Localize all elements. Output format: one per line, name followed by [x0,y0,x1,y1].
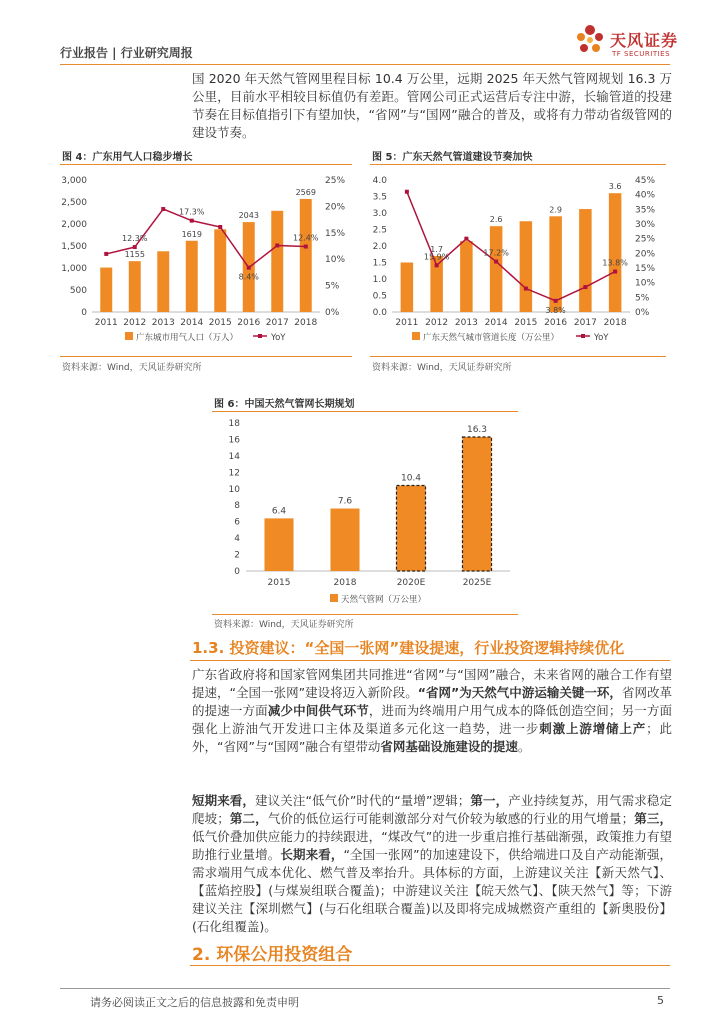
fig5-bar-label: 2.9 [549,205,562,215]
p2-bold-a: 短期来看， [192,793,256,808]
fig6-bar-label: 16.3 [466,424,488,435]
fig4-xtick: 2016 [237,318,261,328]
fig5-bar [520,221,532,312]
figure-5-chart [364,166,668,356]
fig5-bar [579,209,591,312]
p1-bold-b: “省网”为天然气中游运输关键一环， [417,685,622,700]
fig4-ytick-left: 0 [81,308,87,318]
fig5-ytick-left: 1.0 [372,275,387,285]
fig6-xtick: 2015 [267,578,291,588]
fig4-ytick-left: 3,000 [61,176,87,186]
fig5-xtick: 2017 [573,318,597,328]
fig5-xtick: 2016 [544,318,568,328]
p1-bold-d: 减少中间供气环节 [267,703,369,718]
fig5-bar [609,193,621,312]
fig5-xtick: 2015 [514,318,538,328]
fig4-bar [100,268,112,312]
fig5-ytick-left: 2.5 [372,225,387,236]
p1-text-e: ，进而为终端用户用气成本的降低创造空间；另一方面强化上游油气开发进口主体及渠道多元化这一趋势，进一步 [192,703,672,736]
company-logo [572,22,702,68]
fig4-legend-line-label: YoY [271,333,286,343]
p2-bold-e: 第二， [229,811,268,826]
fig5-ytick-left: 4.0 [372,176,387,186]
fig4-yoy-point [247,266,251,270]
fig6-ytick: 14 [228,451,240,462]
fig6-ytick: 4 [234,534,240,545]
fig6-legend-label: 天然气管网（万公里） [341,595,427,605]
fig5-yoy-label: 15.9% [423,252,450,262]
fig5-yoy-label: 17.2% [483,248,509,258]
fig4-yoy-label: 12.4% [293,233,319,243]
fig5-ytick-right: 20% [635,249,656,260]
fig5-ytick-right: 40% [635,190,656,201]
fig4-yoy-label: 12.3% [122,234,148,244]
p2-text-b: 建议关注“低气价”时代的“量增”逻辑； [255,793,471,808]
fig5-bar-label: 2.6 [489,215,503,225]
page-number: 5 [657,994,664,1007]
fig6-legend-swatch [330,594,338,602]
logo-sub: TF SECURITIES [612,50,671,58]
fig5-ytick-left: 1.5 [372,258,387,269]
p2-bold-g: 第三， [634,811,672,826]
fig4-yoy-point [133,245,137,249]
fig4-ytick-left: 1,500 [61,242,87,252]
fig5-legend-line-label: YoY [594,333,609,343]
fig6-ytick: 10 [228,484,240,495]
fig5-xtick: 2014 [484,318,508,328]
fig5-bar [549,216,561,312]
fig4-ytick-left: 1,000 [61,264,87,274]
fig5-legend-bar-label: 广东天然气城市管道长度（万公里） [423,333,560,343]
fig6-bar [264,518,293,571]
p2-bold-c: 第一， [470,793,509,808]
section-2-divider [190,965,670,966]
figure-6-source-line [212,614,518,615]
fig4-xtick: 2018 [294,318,318,328]
fig5-bar [401,263,413,313]
footer-disclaimer: 请务必阅读正文之后的信息披露和免责申明 [90,996,299,1009]
fig5-xtick: 2018 [603,318,627,328]
figure-5-source-line [370,356,666,357]
figure-6-title-line [212,411,518,412]
fig4-ytick-left: 500 [69,286,87,296]
fig5-xtick: 2011 [395,318,419,328]
fig5-ytick-right: 5% [635,293,650,304]
p2-text-j: “全国一张网”的加速建设下，供给端进口及自产动能渐强，需求端用气成本优化、燃气普及率抬升。具体标的方面，上游建议关注【新天然气】、【蓝焰控股】(与煤炭组联合覆盖)；中游建议关注【皖天然气】、【陕天然气】等；下游建议关注【深圳燃气】(与石化组联合覆盖)以及即将完成城燃资产重组的【新奥股份】(石化组覆盖)。 [192,847,672,934]
fig6-ytick: 8 [234,501,240,512]
fig5-legend-line-marker [581,334,585,338]
fig4-xtick: 2013 [151,318,175,328]
fig4-yoy-label: 8.4% [238,272,259,282]
fig4-yoy-point [275,243,279,247]
fig5-yoy-point [554,299,558,303]
fig5-yoy-label: 3.8% [545,305,566,315]
fig4-bar [271,211,283,312]
fig5-xtick: 2013 [454,318,478,328]
fig4-bar-label: 1155 [124,250,145,260]
section-1-3-heading: 1.3. 投资建议：“全国一张网”建设提速，行业投资逻辑持续优化 [192,639,625,657]
fig5-ytick-right: 35% [635,205,656,216]
fig6-bar-label: 7.6 [337,496,353,507]
fig6-ytick: 0 [234,567,240,577]
fig6-bar [462,437,491,571]
fig4-bar [129,261,141,312]
fig5-yoy-point [464,237,468,241]
figure-5-title: 图 5：广东天然气管道建设节奏加快 [372,152,533,163]
logo-name: 天风证券 [610,31,679,50]
p1-text-c: 省网改革的提速一方面 [192,685,672,718]
fig5-ytick-right: 45% [635,176,656,186]
section-2-heading: 2. 环保公用投资组合 [192,945,353,965]
fig4-ytick-right: 5% [325,281,340,292]
fig5-ytick-left: 0.0 [372,308,387,318]
fig4-yoy-label: 17.3% [179,207,205,217]
fig5-ytick-right: 0% [635,308,650,318]
figure-5-title-line [370,164,666,165]
fig4-bar-label: 2043 [238,211,259,221]
fig5-yoy-point [494,260,498,264]
intro-paragraph: 国 2020 年天然气管网里程目标 10.4 万公里，远期 2025 年天然气管网规划 16.3 万公里，目前水平相较目标值仍有差距。管网公司正式运营后专注中游，长输管道的投建节奏在目标值指引下有望加快，“省网”与“国网”融合的普及，或将有力带动省级管网的建设节奏。 [192,71,672,140]
fig4-ytick-right: 0% [325,308,340,318]
fig4-xtick: 2011 [94,318,118,328]
p1-text-g: ；此外，“省网”与“国网”融合有望带动 [192,721,672,754]
fig5-ytick-right: 15% [635,264,656,274]
fig4-legend-bar-label: 广东城市用气人口（万人） [136,333,239,343]
p1-bold-f: 刺激上游增储上产 [539,721,647,736]
fig4-bar [157,251,169,312]
section-1-3-divider [190,660,670,661]
p2-bold-i: 长期来看， [280,847,344,862]
fig4-ytick-left: 2,500 [61,198,87,208]
figure-4-title: 图 4：广东用气人口稳步增长 [62,152,193,163]
fig6-xtick: 2025E [462,578,492,588]
fig4-yoy-point [218,225,222,229]
fig6-ytick: 2 [234,550,240,561]
fig6-bar [330,509,359,571]
figure-6-source: 资料来源：Wind，天风证券研究所 [214,620,354,630]
figure-4-title-line [60,164,352,165]
fig4-bar [186,241,198,312]
fig4-legend-line-marker [258,334,262,338]
fig4-xtick: 2014 [180,318,204,328]
fig5-yoy-label: 13.8% [602,258,628,268]
fig6-ytick: 16 [228,435,240,446]
p1-bold-h: 省网基础设施建设的提速 [380,739,518,754]
fig5-ytick-left: 2.0 [372,242,387,252]
fig5-yoy-point [583,285,587,289]
fig5-yoy-point [405,190,409,194]
fig6-ytick: 12 [228,468,240,479]
fig4-yoy-point [304,245,308,249]
fig5-yoy-point [613,270,617,274]
p2-text-f: 气价的低位运行可能刺激部分对气价较为敏感的行业的用气增量； [267,811,635,826]
fig4-ytick-right: 15% [325,228,346,239]
fig4-yoy-point [161,207,165,211]
fig4-xtick: 2012 [123,318,147,328]
fig4-bar-label: 2569 [295,187,316,197]
fig5-yoy-point [524,287,528,291]
fig5-ytick-right: 25% [635,234,656,245]
fig5-ytick-left: 3.5 [372,192,387,203]
fig4-ytick-right: 20% [325,202,346,213]
fig4-xtick: 2017 [265,318,289,328]
fig4-bar [300,199,312,312]
fig5-xtick: 2012 [425,318,449,328]
fig6-ytick: 18 [228,419,240,429]
p2-text-h: 低气价叠加供应能力的持续跟进，“煤改气”的进一步重启推行基础渐强，政策推力有望助推行业量增。 [192,829,672,862]
figure-4-chart [56,166,356,356]
fig4-xtick: 2015 [208,318,232,328]
figure-6-chart [210,413,520,611]
figure-4-source-line [60,356,352,357]
section-1-3-paragraph-2 [192,792,672,936]
fig4-yoy-point [104,252,108,256]
fig4-bar [214,229,226,312]
fig6-xtick: 2018 [333,578,357,588]
fig6-xtick: 2020E [396,578,426,588]
figure-5-source: 资料来源：Wind，天风证券研究所 [372,363,512,373]
figure-4-source: 资料来源：Wind，天风证券研究所 [62,363,202,373]
fig5-ytick-left: 3.0 [372,209,387,219]
logo-flower-icon [572,22,608,62]
fig6-bar-label: 10.4 [400,473,422,484]
fig5-ytick-right: 10% [635,278,656,289]
p1-text-i: 。 [517,739,531,754]
fig4-ytick-right: 25% [325,176,346,186]
fig5-bar-label: 3.6 [608,182,622,192]
fig4-ytick-right: 10% [325,255,346,266]
fig5-bar-label: 1.7 [430,244,443,254]
report-header-title: 行业报告 | 行业研究周报 [60,46,193,60]
fig4-ytick-left: 2,000 [61,220,87,230]
fig6-bar-label: 6.4 [271,506,287,517]
section-1-3-paragraph-1 [192,666,672,756]
fig4-bar-label: 1619 [181,229,202,239]
p1-text-a: 广东省政府将和国家管网集团共同推进“省网”与“国网”融合，未来省网的融合工作有望提速，“全国一张网”建设将迈入新阶段。 [192,667,672,700]
fig5-bar [490,226,502,312]
fig5-legend-bar-swatch [412,332,420,340]
footer-divider [60,988,670,989]
figure-6-title: 图 6：中国天然气管网长期规划 [214,399,355,410]
fig6-ytick: 6 [234,517,240,528]
fig6-bar [396,485,425,571]
fig4-yoy-point [190,219,194,223]
p2-text-d: 产业持续复苏，用气需求稳定爬坡； [192,793,672,826]
fig5-bar [460,241,472,312]
fig5-yoy-point [435,263,439,267]
fig5-ytick-left: 0.5 [372,291,387,302]
fig5-ytick-right: 30% [635,220,656,230]
fig4-legend-bar-swatch [125,332,133,340]
